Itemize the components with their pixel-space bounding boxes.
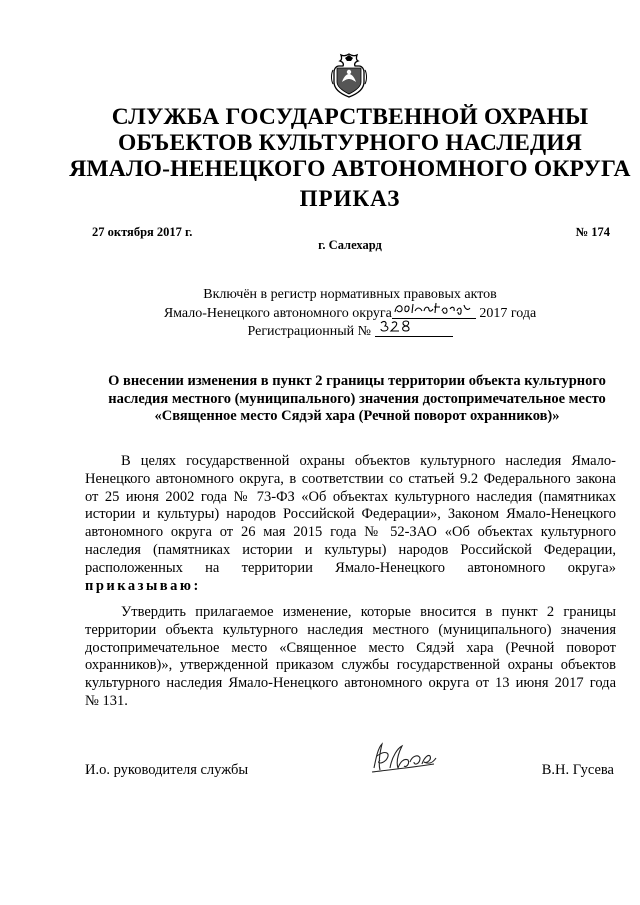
handwritten-number-icon [375, 317, 453, 335]
agency-name-line: ЯМАЛО-НЕНЕЦКОГО АВТОНОМНОГО ОКРУГА [69, 156, 631, 182]
paragraph-line: наследия (памятниках истории и культуры) народов Российской Федерации, [85, 541, 616, 558]
paragraph-line: истории и культуры) народов Российской Федерации», Законом Ямало-Ненецкого [85, 506, 616, 523]
paragraph-line: охранников)», утвержденной приказом службы государственной охраны объектов [85, 657, 616, 674]
subject-line: «Священное место Сядэй хара (Речной поворот охранников)» [154, 408, 560, 424]
handwritten-signature-icon [368, 738, 440, 778]
paragraph-line: № 131. [85, 692, 128, 709]
paragraph-line: автономного округа от 26 мая 2015 года № 52-ЗАО «Об объектах культурного [85, 524, 616, 541]
paragraph-line: от 25 июня 2002 года № 73-ФЗ «Об объектах культурного наследия (памятниках [85, 488, 616, 505]
agency-name-line: ОБЪЕКТОВ КУЛЬТУРНОГО НАСЛЕДИЯ [117, 130, 583, 156]
subject-line: О внесении изменения в пункт 2 границы территории объекта культурного [108, 373, 606, 389]
registry-line-3 [60, 322, 640, 341]
document-subject [92, 373, 622, 426]
paragraph-line: достопримечательное место «Священное место Сядэй хара (Речной поворот [85, 639, 616, 656]
registry-number-label: Регистрационный № [247, 324, 371, 339]
registry-number-field [375, 322, 453, 337]
paragraph-line: Утвердить прилагаемое изменение, которые вносится в пункт 2 границы [121, 604, 616, 620]
signatory-position: И.о. руководителя службы [85, 762, 249, 778]
paragraph-line: территории объекта культурного наследия местного (муниципального) значения [85, 621, 616, 638]
paragraph-line: культурного наследия Ямало-Ненецкого автономного округа от 13 июня 2017 года [85, 675, 616, 692]
agency-name [60, 104, 640, 182]
coat-of-arms-icon [330, 52, 368, 98]
registry-line-2 [60, 304, 640, 323]
paragraph-line: В целях государственной охраны объектов культурного наследия Ямало- [121, 453, 616, 469]
agency-name-line: СЛУЖБА ГОСУДАРСТВЕННОЙ ОХРАНЫ [111, 104, 589, 130]
order-word: приказываю: [85, 577, 201, 594]
registry-region: Ямало-Ненецкого автономного округа [163, 305, 392, 321]
document-type: ПРИКАЗ [299, 186, 401, 211]
paragraph-line: Ненецкого автономного округа, в соответствии со статьей 9.2 Федерального закона [85, 470, 616, 487]
document-date: 27 октября 2017 г. [92, 225, 193, 239]
document-number: № 174 [575, 225, 610, 239]
paragraph-line: расположенных на территории Ямало-Ненецкого автономного округа» [85, 559, 616, 576]
preamble-paragraph [85, 453, 616, 595]
registry-line-1: Включён в регистр нормативных правовых актов [203, 287, 497, 302]
registry-stamp [60, 287, 640, 341]
registry-year: 2017 года [479, 305, 537, 321]
handwritten-date-icon [392, 299, 476, 317]
resolution-paragraph [85, 604, 616, 711]
signatory-name: В.Н. Гусева [541, 762, 614, 778]
subject-line: наследия местного (муниципального) значения достопримечательное место [108, 390, 606, 407]
document-city: г. Салехард [318, 238, 382, 252]
